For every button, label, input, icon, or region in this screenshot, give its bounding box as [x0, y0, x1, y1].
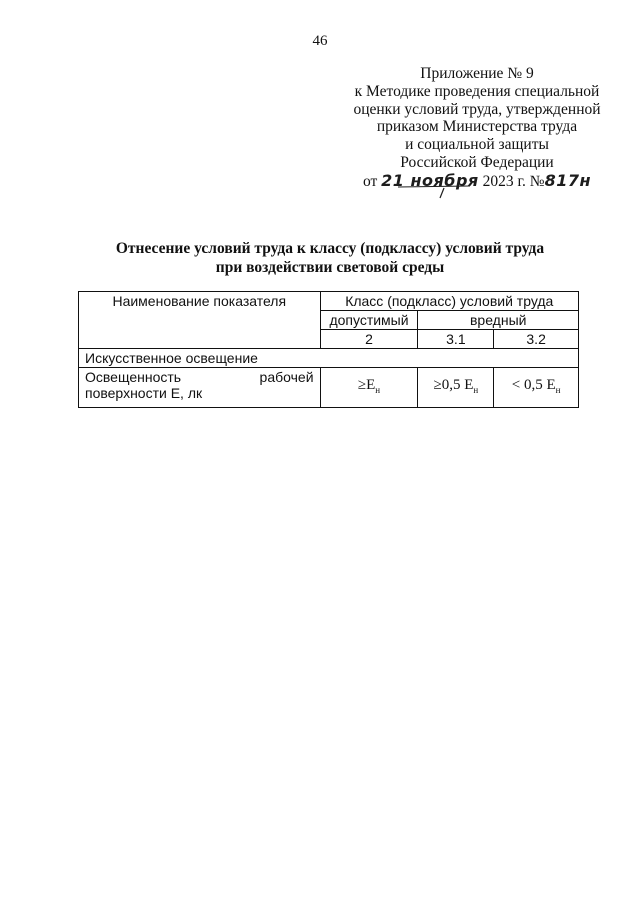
param-line-2: поверхности Е, лк	[85, 385, 203, 401]
value-class-3-2: < 0,5 $Е_н$	[494, 368, 579, 408]
header-class-subclass: Класс (подкласс) условий труда	[320, 292, 578, 311]
appendix-line-2: к Методике проведения специальной	[354, 82, 600, 100]
appendix-line-4: приказом Министерства труда	[376, 118, 578, 136]
date-year: 2023 г. №	[482, 172, 545, 190]
appendix-title: Приложение № 9	[420, 65, 534, 82]
header-allowed: допустимый	[320, 311, 418, 330]
appendix-line-5: и социальной защиты	[405, 136, 549, 154]
document-title	[0, 239, 640, 277]
header-harmful: вредный	[418, 311, 579, 330]
appendix-line-3: оценки условий труда, утвержденной	[353, 100, 601, 118]
table-row	[79, 368, 579, 408]
title-line-1: Отнесение условий труда к классу (подклассу) условий труда	[115, 240, 545, 257]
handwritten-date: 21 ноября	[381, 170, 479, 190]
value-class-3-1: ≥0,5 $Е_н$	[418, 368, 494, 408]
param-word-2: рабочей	[259, 369, 314, 385]
page-number: 46	[312, 33, 328, 49]
value-class-2: $\ge Е_н$	[320, 368, 418, 408]
date-prefix: от	[362, 172, 378, 190]
table-header-row-1	[79, 292, 579, 311]
appendix-block	[352, 65, 602, 199]
section-artificial-lighting: Искусственное освещение	[79, 349, 579, 368]
header-class-3-1: 3.1	[418, 330, 494, 349]
header-class-3-2: 3.2	[494, 330, 579, 349]
param-illuminance	[79, 368, 321, 408]
appendix-line-6: Российской Федерации	[400, 153, 554, 171]
classification-table	[78, 291, 579, 408]
param-word-1: Освещенность	[85, 369, 182, 385]
handwritten-order-number: 817н	[544, 170, 592, 190]
title-line-2: при воздействии световой среды	[215, 259, 445, 276]
header-class-2: 2	[320, 330, 418, 349]
header-parameter-name: Наименование показателя	[79, 292, 321, 349]
table-section-row	[79, 349, 579, 368]
appendix-date-line	[352, 172, 602, 191]
